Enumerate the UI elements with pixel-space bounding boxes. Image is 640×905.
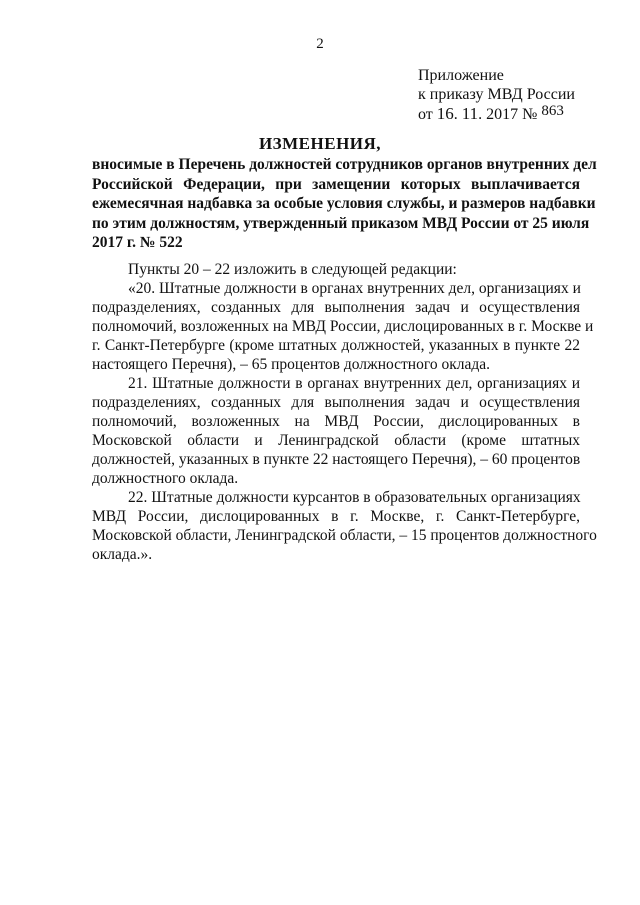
paragraph-21-line: подразделениях, созданных для выполнения задач и осуществления (92, 394, 580, 411)
paragraph-21-line: Московской области и Ленинградской области (кроме штатных (92, 432, 580, 449)
paragraph-21-line: должностей, указанных в пункте 22 настоящего Перечня), – 60 процентов (92, 451, 581, 468)
appendix-number-label: № (522, 106, 538, 123)
paragraph-22-line: 22. Штатные должности курсантов в образовательных организациях (128, 489, 581, 506)
paragraph-20-line: полномочий, возложенных на МВД России, дислоцированных в г. Москве и (92, 318, 594, 335)
paragraph-21-line: должностного оклада. (92, 470, 239, 487)
paragraph-22-line: МВД России, дислоцированных в г. Москве, г. Санкт-Петербурге, (92, 508, 580, 525)
paragraph-21-line: полномочий, возложенных на МВД России, дислоцированных в (92, 413, 580, 430)
appendix-title: Приложение (418, 67, 504, 84)
paragraph-20-line: подразделениях, созданных для выполнения задач и осуществления (92, 299, 580, 316)
appendix-order-number: 863 (541, 103, 564, 119)
document-body (92, 260, 597, 564)
subtitle-line: по этим должностям, утвержденный приказом МВД России от 25 июля (92, 214, 590, 232)
appendix-date-day: 16 (436, 104, 454, 123)
document-title: ИЗМЕНЕНИЯ, (258, 134, 382, 153)
subtitle-line: Российской Федерации, при замещении которых выплачивается (92, 175, 580, 193)
appendix-block (418, 66, 575, 125)
subtitle-line: ежемесячная надбавка за особые условия службы, и размеров надбавки (92, 195, 596, 212)
document-subtitle (92, 155, 597, 253)
page-number: 2 (316, 36, 324, 52)
subtitle-line: вносимые в Перечень должностей сотрудников органов внутренних дел (92, 156, 597, 173)
paragraph-20-line: «20. Штатные должности в органах внутренних дел, организациях и (128, 280, 581, 297)
appendix-order-ref: к приказу МВД России (418, 86, 575, 103)
paragraph-22-line: Московской области, Ленинградской области, – 15 процентов должностного (92, 527, 597, 544)
appendix-from-label: от (418, 106, 433, 123)
appendix-date-month: 11 (461, 104, 479, 123)
subtitle-line: 2017 г. № 522 (92, 234, 183, 251)
intro-line: Пункты 20 – 22 изложить в следующей редакции: (128, 261, 457, 278)
appendix-date-year: 2017 (486, 106, 519, 123)
appendix-date-line: от 16. 11. 2017 № 863 (418, 103, 564, 123)
paragraph-20-line: настоящего Перечня), – 65 процентов должностного оклада. (92, 356, 490, 373)
paragraph-21-line: 21. Штатные должности в органах внутренних дел, организациях и (128, 375, 580, 392)
paragraph-22-line: оклада.». (92, 546, 153, 563)
paragraph-20-line: г. Санкт-Петербурге (кроме штатных должностей, указанных в пункте 22 (92, 337, 580, 354)
